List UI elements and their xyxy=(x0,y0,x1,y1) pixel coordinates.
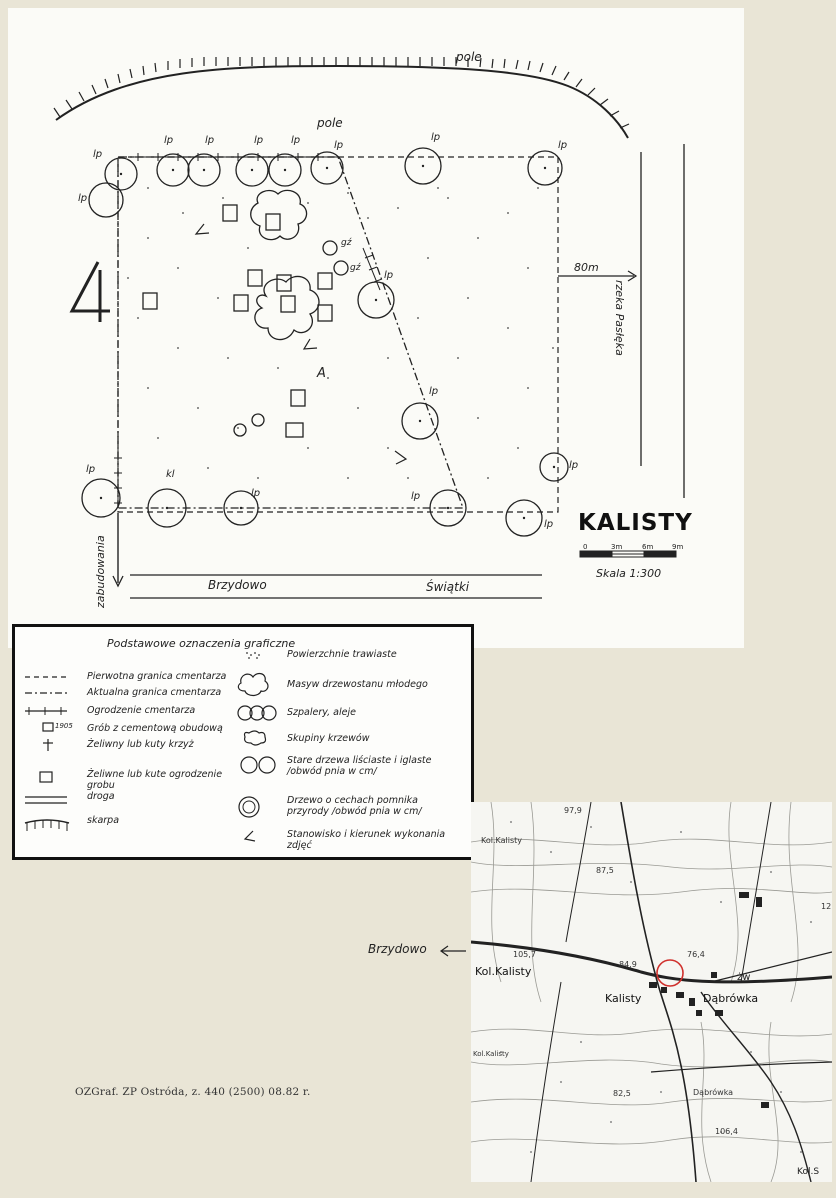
scale-tick: 3m xyxy=(611,543,623,551)
photo-mark-2 xyxy=(304,339,317,349)
photo-mark-1 xyxy=(196,224,209,234)
side-label: zabudowania xyxy=(94,535,107,608)
topo-road xyxy=(531,982,561,1182)
topographic-map xyxy=(471,802,832,1182)
legend-item: Ogrodzenie cmentarza xyxy=(87,705,196,716)
topo-label: Dąbrówka xyxy=(693,1088,734,1097)
topo-road xyxy=(701,992,811,1182)
legend-item: Stanowisko i kierunek wykonania zdjęć xyxy=(287,829,446,851)
grave-markers xyxy=(143,205,332,437)
distance-label: 80m xyxy=(574,261,599,274)
tree-label: lp xyxy=(291,135,301,146)
tree-label: lp xyxy=(251,488,261,499)
legend-symbols-right xyxy=(233,627,293,857)
tree-label: lp xyxy=(164,135,174,146)
legend-box xyxy=(12,624,474,860)
legend-item: Pierwotna granica cmentarza xyxy=(87,671,227,682)
tree-label: gź xyxy=(341,238,352,248)
legend-item: Drzewo o cechach pomnika przyrody /obwód pnia w cm/ xyxy=(287,795,422,817)
topo-label: Kol.Kalisty xyxy=(475,965,532,978)
legend-item: Aktualna granica cmentarza xyxy=(87,687,222,698)
original-boundary xyxy=(118,157,558,512)
legend-title: Podstawowe oznaczenia graficzne xyxy=(107,637,296,650)
legend-item: Grób z cementową obudową xyxy=(87,723,223,734)
legend-item: Żeliwne lub kute ogrodzenie grobu xyxy=(87,769,223,791)
topo-label: 97,9 xyxy=(564,806,582,815)
tree-label: lp xyxy=(86,464,96,475)
legend-grave-prefix: 1905 xyxy=(55,722,73,730)
topo-label: Kol.Kalisty xyxy=(473,1050,509,1058)
tree-label: lp xyxy=(205,135,215,146)
tree-label: lp xyxy=(569,460,579,471)
tree-label: lp xyxy=(384,270,394,281)
legend-item: Żeliwny lub kuty krzyż xyxy=(87,739,194,750)
place-title: KALISTY xyxy=(578,510,693,536)
area-letter: A xyxy=(317,366,326,381)
legend-item: Skupiny krzewów xyxy=(287,733,370,744)
tree-label: kl xyxy=(166,469,175,480)
legend-item: Masyw drzewostanu młodego xyxy=(287,679,428,690)
legend-item: Szpalery, aleje xyxy=(287,707,356,718)
tree-label: lp xyxy=(254,135,264,146)
tree-label: lp xyxy=(544,519,554,530)
legend-item: Powierzchnie trawiaste xyxy=(287,649,397,660)
tree-circles xyxy=(82,148,568,536)
topo-label: 82,5 xyxy=(613,1089,631,1098)
topo-label: Kalisty xyxy=(605,992,642,1005)
river-label: rzeka Pasłęka xyxy=(613,280,626,356)
current-boundary xyxy=(118,157,463,508)
cemetery-plan-sheet xyxy=(8,8,744,648)
legend-item: skarpa xyxy=(87,815,120,826)
young-woodland-1 xyxy=(251,190,307,239)
grass-dots xyxy=(127,187,554,479)
cemetery-highlight xyxy=(657,960,683,986)
scale-bar xyxy=(580,551,676,557)
scale-tick: 9m xyxy=(672,543,684,551)
tree-label: lp xyxy=(78,193,88,204)
cemetery-plan-drawing xyxy=(8,8,744,648)
tree-label: lp xyxy=(558,140,568,151)
brzydowo-note: Brzydowo xyxy=(368,942,427,956)
legend-item: droga xyxy=(87,791,115,802)
tree-label: gź xyxy=(350,263,361,273)
brzydowo-arrow xyxy=(438,944,468,958)
scale-tick: 6m xyxy=(642,543,654,551)
topo-label: Kol.Kalisty xyxy=(481,836,522,845)
scale-tick: 0 xyxy=(583,543,588,551)
topo-label: Dąbrówka xyxy=(703,992,759,1005)
legend-item: Stare drzewa liściaste i iglaste /obwód pnia w cm/ xyxy=(287,755,432,777)
field-label-outer: pole xyxy=(456,50,482,64)
tree-centers xyxy=(100,165,555,519)
topo-label: 106,4 xyxy=(715,1127,738,1136)
photo-mark-3 xyxy=(395,451,406,464)
field-label-inner: pole xyxy=(317,116,343,130)
road-label-left: Brzydowo xyxy=(208,578,267,592)
scale-label: Skala 1:300 xyxy=(596,567,662,580)
print-credit: OZGraf. ZP Ostróda, z. 440 (2500) 08.82 r. xyxy=(75,1086,311,1098)
topo-road xyxy=(566,802,591,942)
tree-label: lp xyxy=(429,386,439,397)
topo-label: 105,7 xyxy=(513,950,536,959)
topo-label: Kol.S xyxy=(797,1167,820,1177)
north-mark xyxy=(72,262,110,322)
topo-label: 84,9 xyxy=(619,960,637,969)
topo-drawing xyxy=(471,802,832,1182)
topo-road xyxy=(651,1062,832,1072)
tree-label: lp xyxy=(93,149,103,160)
topo-label: 12 xyxy=(821,902,832,911)
tree-label: lp xyxy=(334,140,344,151)
young-woodland-2 xyxy=(255,276,319,339)
topo-label: 87,5 xyxy=(596,866,614,875)
tree-label: lp xyxy=(411,491,421,502)
road-label-right: Świątki xyxy=(426,580,470,594)
fence-line xyxy=(114,153,382,508)
topo-label: żw xyxy=(737,972,751,983)
topo-label: 76,4 xyxy=(687,950,705,959)
tree-label: lp xyxy=(431,132,441,143)
